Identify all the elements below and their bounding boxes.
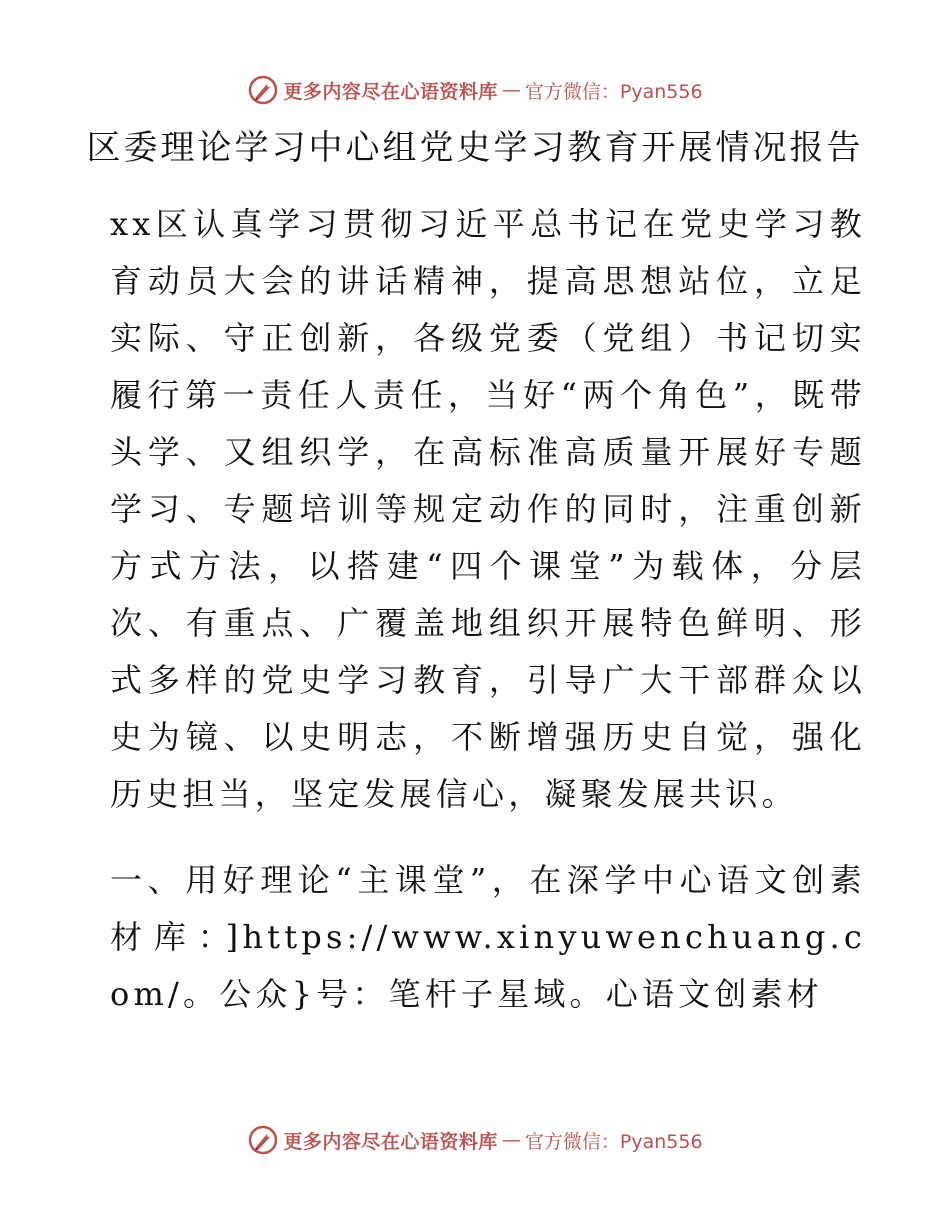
body-paragraph: xx区认真学习贯彻习近平总书记在党史学习教育动员大会的讲话精神，提高思想站位，立足实际、守正创新，各级党委（党组）书记切实履行第一责任人责任，当好“两个角色”，既带头学、又组织学，在高标准高质量开展好专题学习、专题培训等规定动作的同时，注重创新方式方法，以搭建“四个课堂”为载体，分层次、有重点、广覆盖地组织开展特色鲜明、形式多样的党史学习教育，引导广大干部群众以史为镜、以史明志，不断增强历史自觉，强化历史担当，坚定发展信心，凝聚发展共识。 [110,205,866,813]
watermark-text: 更多内容尽在心语资料库 [283,1130,498,1153]
watermark-wechat: 官方微信：Pyan556 [524,1130,703,1153]
watermark-dash: — [501,1129,521,1151]
pen-logo-icon [247,74,279,106]
watermark-text: 更多内容尽在心语资料库 [283,80,498,103]
footer-watermark [0,1122,950,1158]
watermark-dash: — [501,79,521,101]
document-title: 区委理论学习中心组党史学习教育开展情况报告 [86,128,864,168]
section-heading-paragraph: 一、用好理论“主课堂”，在深学中心语文创素材库：]https://www.xinyuwenchuang.com/。公众}号：笔杆子星域。心语文创素材 [110,861,866,1013]
pen-logo-icon [247,1124,279,1156]
header-watermark [0,72,950,108]
watermark-wechat: 官方微信：Pyan556 [524,80,703,103]
